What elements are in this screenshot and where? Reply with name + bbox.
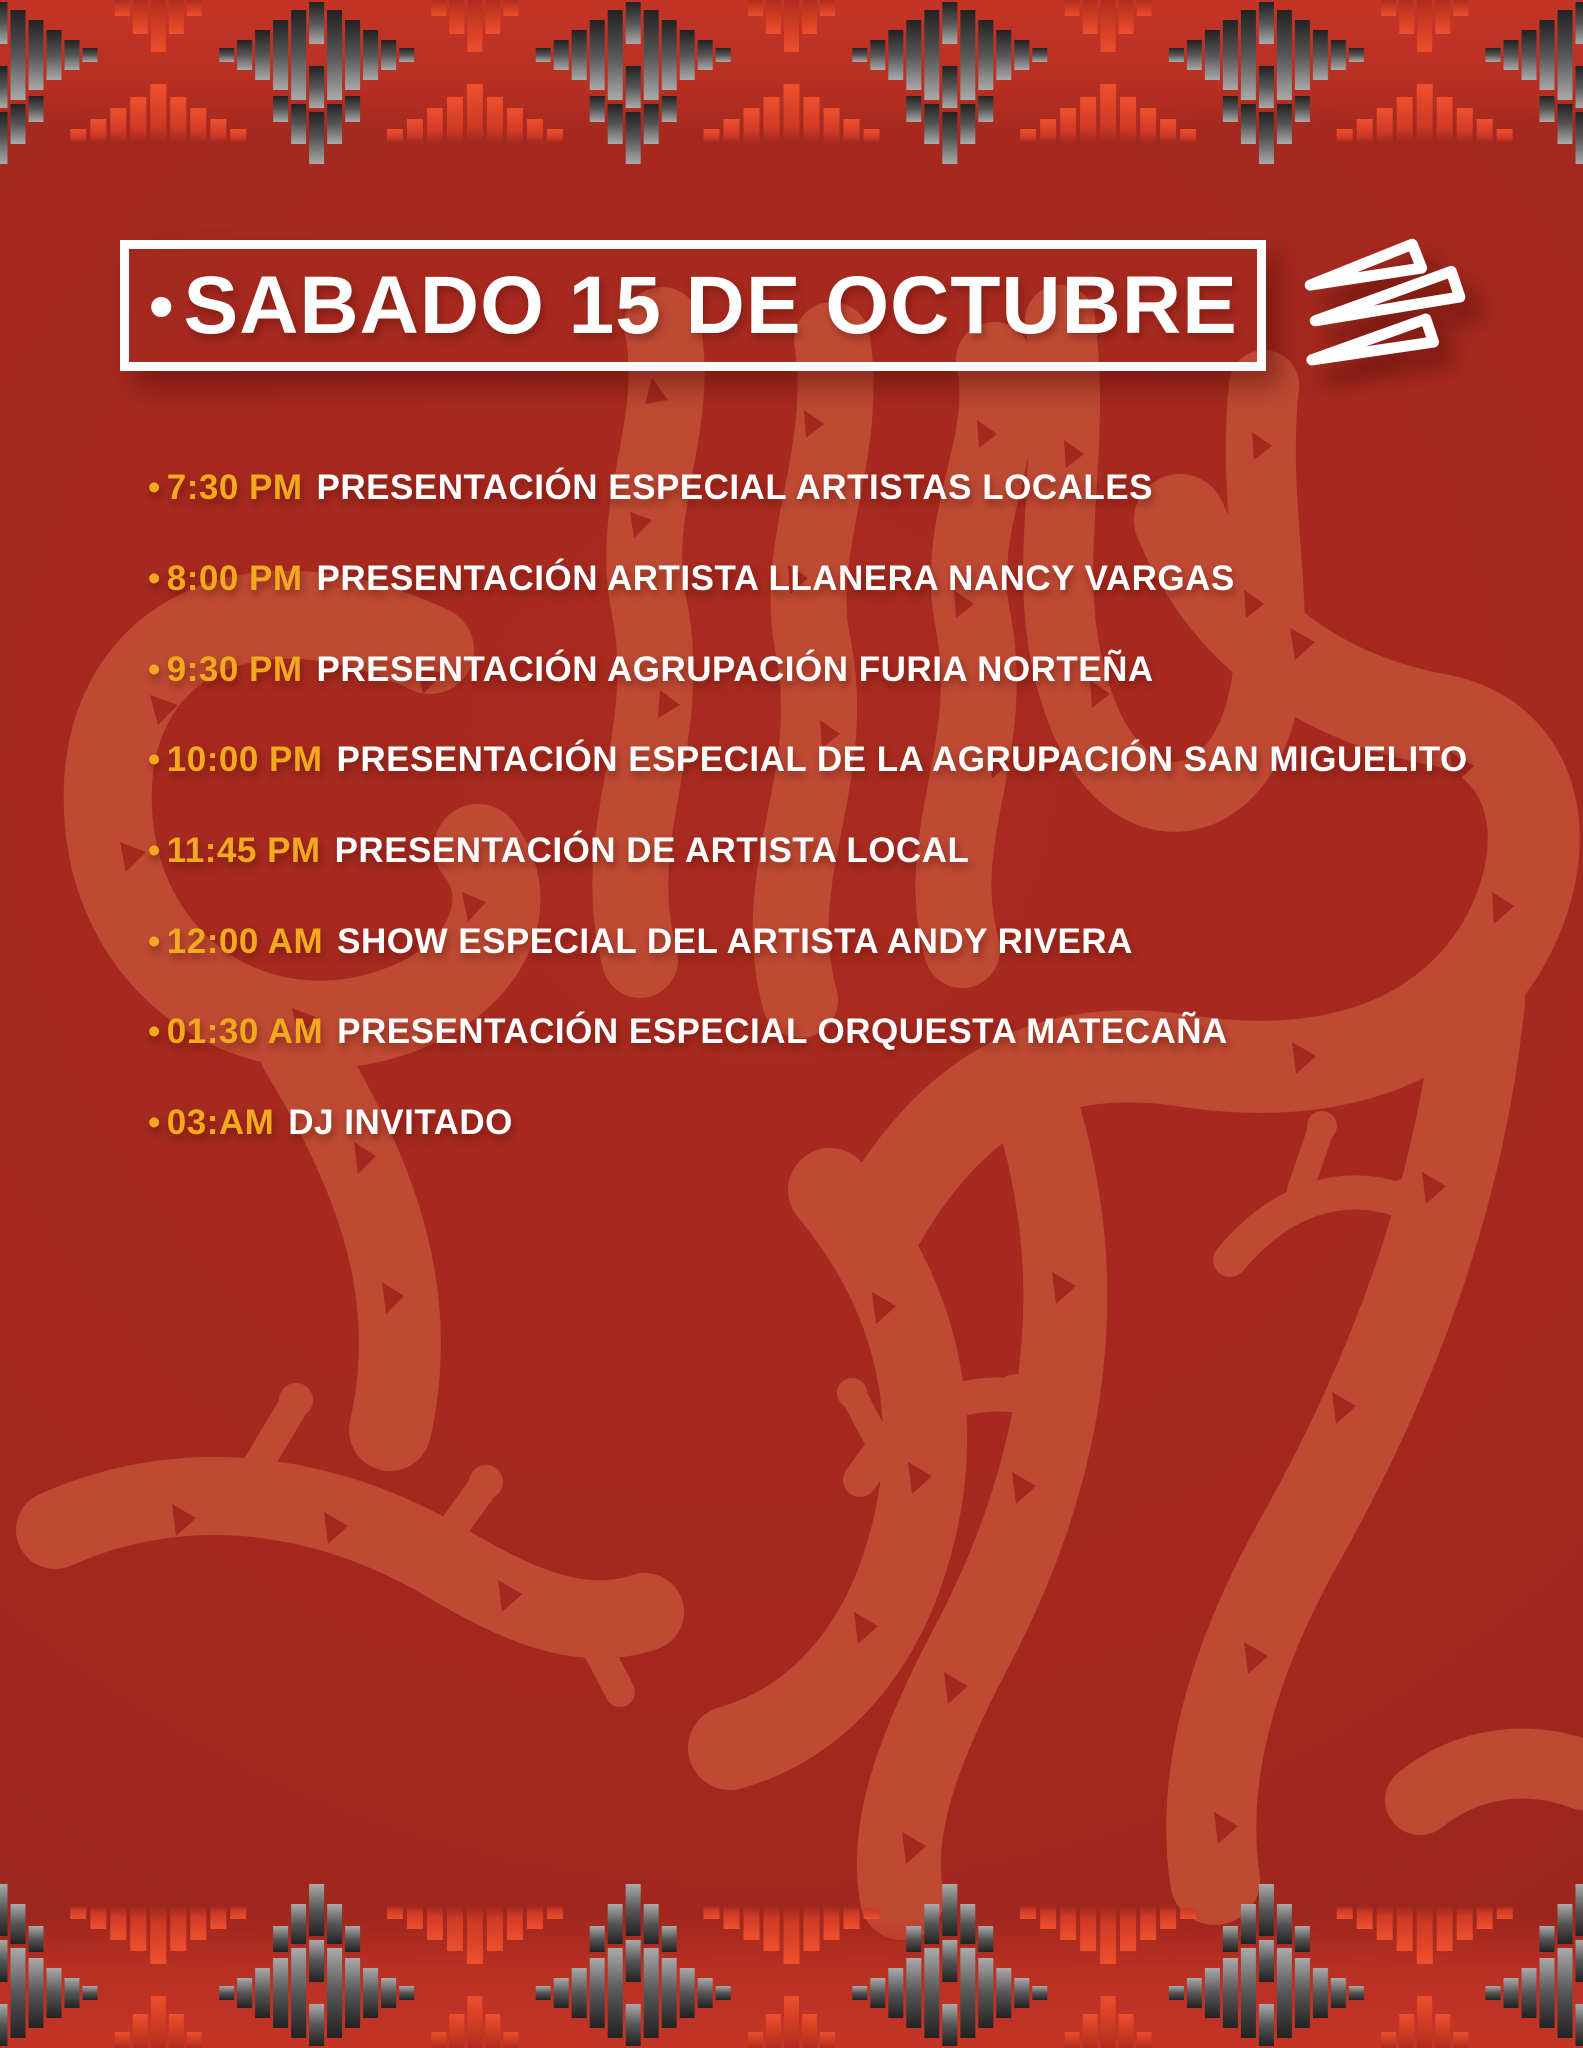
schedule-item <box>148 715 1468 806</box>
schedule-event: PRESENTACIÓN AGRUPACIÓN FURIA NORTEÑA <box>316 649 1154 689</box>
bullet-icon: • <box>148 921 161 961</box>
bullet-icon: • <box>148 468 161 508</box>
title-box <box>120 240 1266 371</box>
event-date-title: SABADO 15 DE OCTUBRE <box>183 259 1238 351</box>
bullet-icon: • <box>148 740 161 780</box>
schedule-item <box>148 1078 1468 1169</box>
schedule-time: • 03:AM <box>148 1103 275 1143</box>
schedule-event: PRESENTACIÓN ESPECIAL ARTISTAS LOCALES <box>316 468 1153 508</box>
schedule-time: • 9:30 PM <box>148 649 303 689</box>
schedule-time: • 10:00 PM <box>148 740 323 780</box>
schedule-item <box>148 443 1468 534</box>
schedule-event: DJ INVITADO <box>288 1103 513 1143</box>
schedule-time: • 8:00 PM <box>148 559 303 599</box>
bullet-icon: • <box>148 831 161 871</box>
schedule-time: • 01:30 AM <box>148 1012 324 1052</box>
schedule-event: PRESENTACIÓN DE ARTISTA LOCAL <box>334 831 970 871</box>
bullet-icon: • <box>148 559 161 599</box>
schedule-time: • 7:30 PM <box>148 468 303 508</box>
bullet-icon: • <box>148 1012 161 1052</box>
schedule-item <box>148 534 1468 625</box>
schedule-event: PRESENTACIÓN ARTISTA LLANERA NANCY VARGAS <box>316 559 1235 599</box>
schedule-item <box>148 806 1468 897</box>
schedule-event: PRESENTACIÓN ESPECIAL ORQUESTA MATECAÑA <box>337 1012 1228 1052</box>
schedule-list <box>148 443 1468 1169</box>
schedule-time: • 11:45 PM <box>148 831 321 871</box>
scribble-stripes-icon <box>1300 230 1470 375</box>
bullet-icon: • <box>149 266 174 345</box>
bullet-icon: • <box>148 649 161 689</box>
schedule-item <box>148 987 1468 1078</box>
schedule-item <box>148 896 1468 987</box>
schedule-item <box>148 624 1468 715</box>
schedule-time: • 12:00 AM <box>148 921 324 961</box>
schedule-event: PRESENTACIÓN ESPECIAL DE LA AGRUPACIÓN SAN MIGUELITO <box>336 740 1468 780</box>
schedule-event: SHOW ESPECIAL DEL ARTISTA ANDY RIVERA <box>337 921 1133 961</box>
bullet-icon: • <box>148 1103 161 1143</box>
